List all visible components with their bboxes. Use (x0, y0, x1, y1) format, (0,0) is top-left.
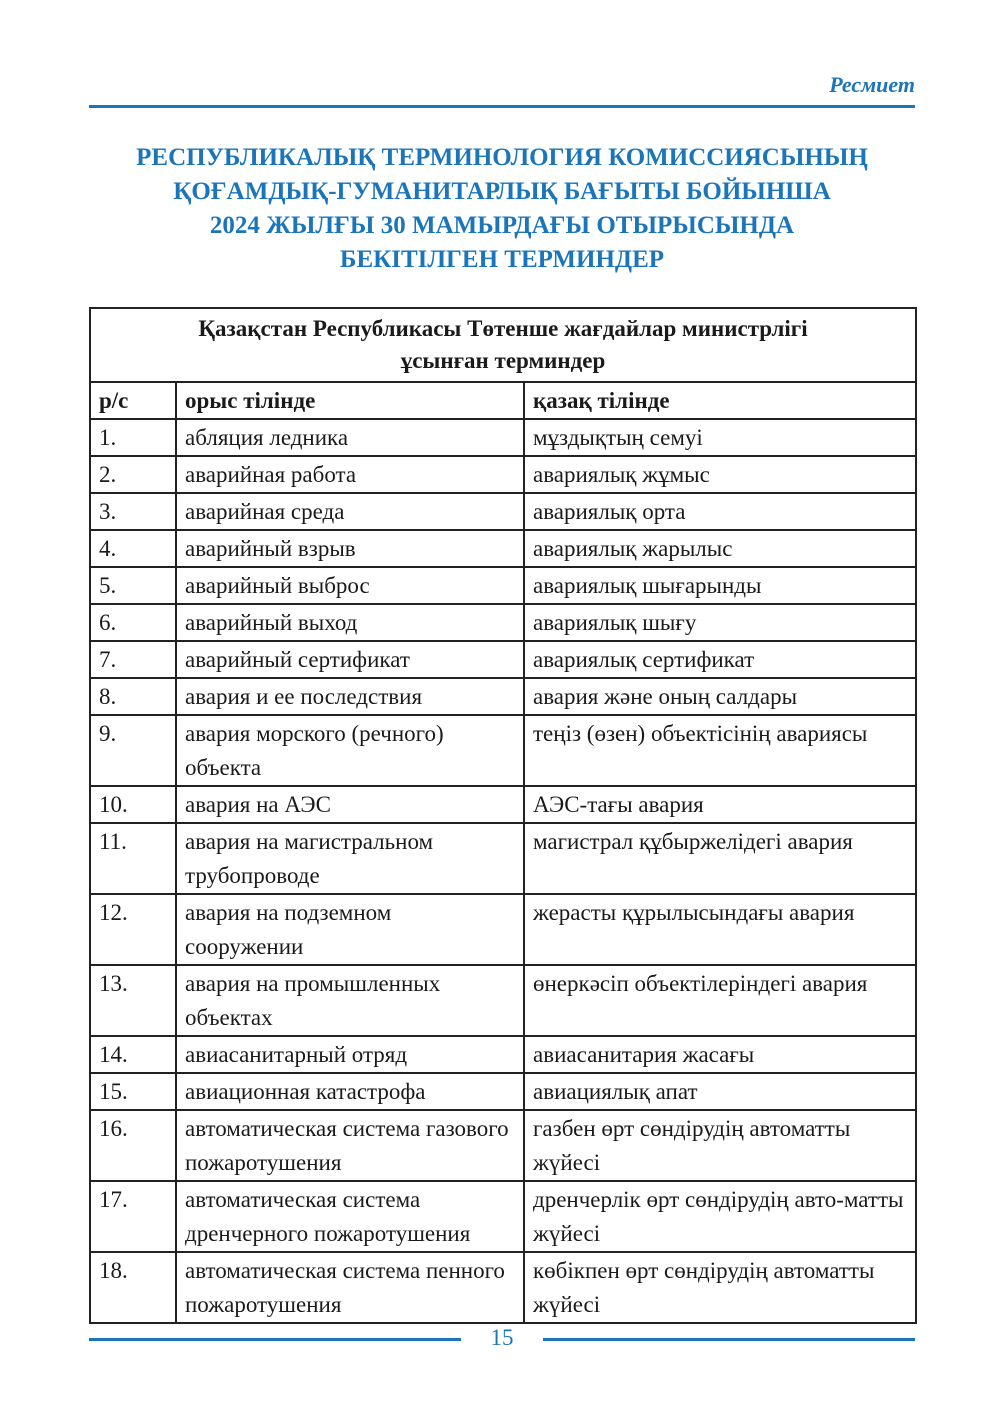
term-kazakh: авиасанитария жасағы (524, 1036, 916, 1073)
table-row (90, 493, 916, 530)
term-russian: автоматическая система дренчерного пожаротушения (176, 1181, 524, 1252)
term-russian: аварийный сертификат (176, 641, 524, 678)
table-row (90, 641, 916, 678)
row-number: 10. (90, 786, 176, 823)
table-row (90, 419, 916, 456)
table-caption-line: ұсынған терминдер (400, 348, 606, 373)
header-number: р/с (90, 382, 176, 419)
row-number: 16. (90, 1110, 176, 1181)
term-kazakh: жерасты құрылысындағы авария (524, 894, 916, 965)
term-russian: абляция ледника (176, 419, 524, 456)
footer-rule-left (89, 1338, 461, 1341)
title-line: БЕКІТІЛГЕН ТЕРМИНДЕР (339, 246, 665, 273)
top-rule (89, 105, 915, 108)
row-number: 14. (90, 1036, 176, 1073)
term-russian: аварийный выброс (176, 567, 524, 604)
table-row (90, 1110, 916, 1181)
row-number: 17. (90, 1181, 176, 1252)
term-kazakh: авариялық сертификат (524, 641, 916, 678)
title-line: РЕСПУБЛИКАЛЫҚ ТЕРМИНОЛОГИЯ КОМИССИЯСЫНЫҢ (136, 144, 868, 171)
row-number: 13. (90, 965, 176, 1036)
row-number: 15. (90, 1073, 176, 1110)
term-russian: авиасанитарный отряд (176, 1036, 524, 1073)
table-row (90, 678, 916, 715)
row-number: 12. (90, 894, 176, 965)
term-kazakh: авария және оның салдары (524, 678, 916, 715)
term-kazakh: дренчерлік өрт сөндірудің авто-матты жүйесі (524, 1181, 916, 1252)
table-row (90, 823, 916, 894)
row-number: 2. (90, 456, 176, 493)
row-number: 1. (90, 419, 176, 456)
term-kazakh: теңіз (өзен) объектісінің авариясы (524, 715, 916, 786)
term-russian: аварийная работа (176, 456, 524, 493)
row-number: 5. (90, 567, 176, 604)
table-row (90, 786, 916, 823)
term-kazakh: өнеркәсіп объектілеріндегі авария (524, 965, 916, 1036)
row-number: 18. (90, 1252, 176, 1323)
table-row (90, 715, 916, 786)
header-kazakh: қазақ тілінде (524, 382, 916, 419)
term-russian: авария на магистральном трубопроводе (176, 823, 524, 894)
footer-rule-right (543, 1338, 915, 1341)
term-kazakh: авариялық шығу (524, 604, 916, 641)
table-caption (90, 308, 916, 382)
term-kazakh: авариялық орта (524, 493, 916, 530)
terms-body (90, 419, 916, 1323)
term-kazakh: АЭС-тағы авария (524, 786, 916, 823)
term-kazakh: авариялық жарылыс (524, 530, 916, 567)
term-kazakh: көбікпен өрт сөндірудің автоматты жүйесі (524, 1252, 916, 1323)
row-number: 11. (90, 823, 176, 894)
term-russian: аварийная среда (176, 493, 524, 530)
table-row (90, 1252, 916, 1323)
table-row (90, 567, 916, 604)
term-russian: авария на АЭС (176, 786, 524, 823)
term-russian: аварийный взрыв (176, 530, 524, 567)
term-russian: автоматическая система пенного пожаротушения (176, 1252, 524, 1323)
term-russian: авария на подземном сооружении (176, 894, 524, 965)
table-row (90, 1181, 916, 1252)
term-kazakh: магистрал құбыржелідегі авария (524, 823, 916, 894)
table-row (90, 530, 916, 567)
table-row (90, 456, 916, 493)
row-number: 8. (90, 678, 176, 715)
page-title (60, 141, 944, 277)
term-russian: автоматическая система газового пожаротушения (176, 1110, 524, 1181)
table-row (90, 894, 916, 965)
term-russian: аварийный выход (176, 604, 524, 641)
table-row (90, 965, 916, 1036)
term-russian: авария морского (речного) объекта (176, 715, 524, 786)
term-kazakh: авариялық шығарынды (524, 567, 916, 604)
term-kazakh: авиациялық апат (524, 1073, 916, 1110)
row-number: 7. (90, 641, 176, 678)
term-kazakh: газбен өрт сөндірудің автоматты жүйесі (524, 1110, 916, 1181)
terms-table (89, 307, 917, 1324)
term-russian: авария и ее последствия (176, 678, 524, 715)
term-kazakh: мұздықтың семуі (524, 419, 916, 456)
term-kazakh: авариялық жұмыс (524, 456, 916, 493)
term-russian: авария на промышленных объектах (176, 965, 524, 1036)
row-number: 4. (90, 530, 176, 567)
section-label: Ресмиет (829, 72, 915, 97)
table-row (90, 604, 916, 641)
table-caption-line: Қазақстан Республикасы Төтенше жағдайлар министрлігі (198, 316, 808, 341)
title-line: 2024 ЖЫЛҒЫ 30 МАМЫРДАҒЫ ОТЫРЫСЫНДА (209, 212, 795, 239)
row-number: 3. (90, 493, 176, 530)
table-row (90, 1036, 916, 1073)
title-line: ҚОҒАМДЫҚ-ГУМАНИТАРЛЫҚ БАҒЫТЫ БОЙЫНША (173, 178, 831, 205)
row-number: 9. (90, 715, 176, 786)
header-russian: орыс тілінде (176, 382, 524, 419)
page-number: 15 (490, 1325, 514, 1350)
row-number: 6. (90, 604, 176, 641)
term-russian: авиационная катастрофа (176, 1073, 524, 1110)
table-row (90, 1073, 916, 1110)
